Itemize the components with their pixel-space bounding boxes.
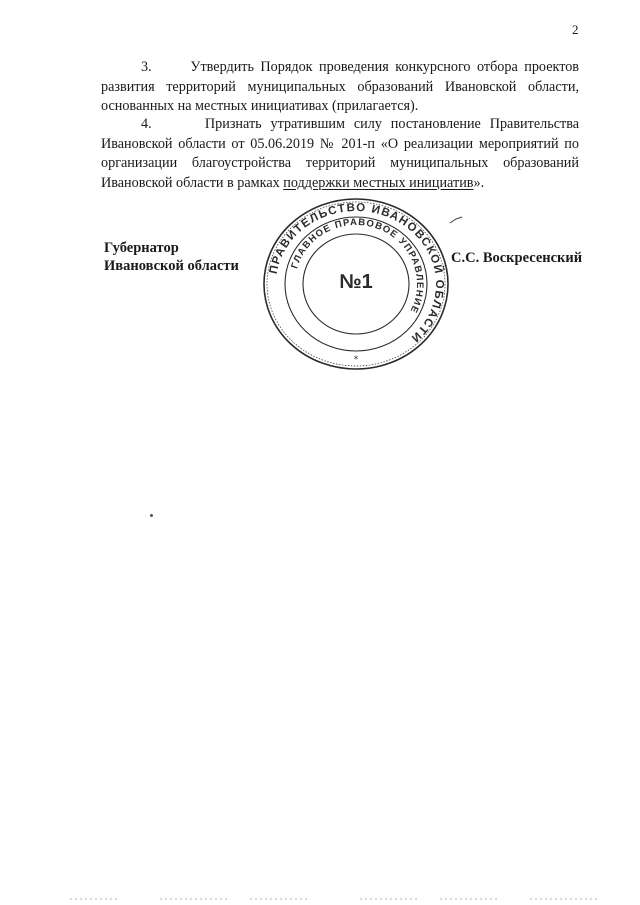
- scan-artifacts: [60, 895, 620, 903]
- signer-title-line-2: Ивановской области: [104, 257, 239, 274]
- signature-mark: [449, 216, 463, 224]
- paragraph-4-text-end: ».: [473, 174, 485, 191]
- seal-inner-text: ГЛАВНОЕ ПРАВОВОЕ УПРАВЛЕНИЕ: [289, 216, 426, 316]
- seal-center-number: №1: [339, 271, 373, 293]
- paragraph-3-number: 3.: [141, 59, 152, 75]
- page-number: 2: [572, 22, 579, 37]
- seal-star-icon: *: [353, 355, 359, 365]
- official-seal: [263, 197, 449, 370]
- paragraph-3-text: Утвердить Порядок проведения конкурсного отбора проектов развития территорий муниципальных образований Ивановской области, основанных на местных инициативах (прилагается).: [101, 59, 580, 114]
- paragraph-4-underlined-text: поддержки местных инициатив: [283, 174, 474, 191]
- signer-title-line-1: Губернатор: [104, 240, 179, 256]
- scan-speck: [150, 514, 153, 517]
- signer-name: С.С. Воскресенский: [451, 250, 583, 266]
- paragraph-4: [101, 115, 579, 193]
- seal-outer-text: ПРАВИТЕЛЬСТВО ИВАНОВСКОЙ ОБЛАСТИ: [267, 201, 446, 345]
- paragraph-3: [101, 58, 579, 117]
- paragraph-4-text: Признать утратившим силу постановление Правительства Ивановской области от 05.06.2019 № 201-п «О реализации мероприятий по организации благоустройства территорий муниципальных образований Ивановской области в рамках: [101, 116, 579, 191]
- paragraph-4-number: 4.: [141, 116, 152, 132]
- signer-title: [104, 240, 239, 275]
